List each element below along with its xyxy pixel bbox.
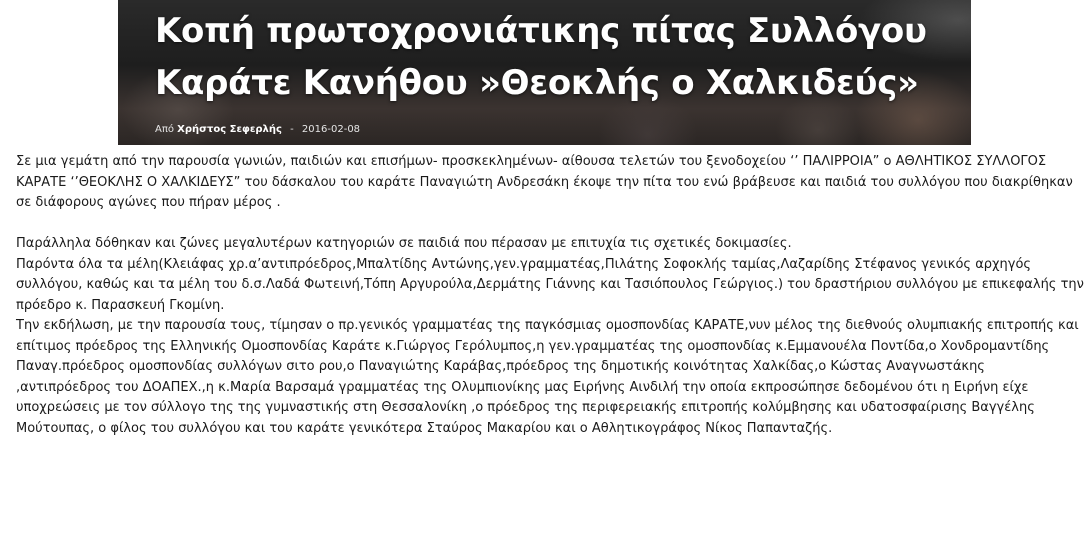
article-paragraph-1: Σε μια γεμάτη από την παρουσία γωνιών, παιδιών και επισήμων- προσκεκλημένων- αίθουσα τελετών του ξενοδοχείου ‘’ ΠΑΛΙΡΡΟΙΑ” ο ΑΘΛΗΤΙΚΟΣ ΣΥΛΛΟΓΟΣ ΚΑΡΑΤΕ ‘’ΘΕΟΚΛΗΣ Ο ΧΑΛΚΙΔΕΥΣ” του δάσκαλου του καράτε Παναγιώτη Ανδρεσάκη έκοψε την πίτα του ενώ βράβευσε και παιδιά του συλλόγου που διακρίθηκαν σε διάφορους αγώνες που πήραν μέρος .: [16, 154, 1073, 210]
publish-date: 2016-02-08: [301, 124, 361, 135]
author-link[interactable]: Χρήστος Σεφερλής: [177, 124, 282, 135]
article-paragraph-4: Την εκδήλωση, με την παρουσία τους, τίμησαν ο πρ.γενικός γραμματέας της παγκόσμιας ομοσπονδίας ΚΑΡΑΤΕ,νυν μέλος της διεθνούς ολυμπιακής επιτροπής και επίτιμος πρόεδρος της Ελληνικής Ομοσπονδίας Καράτε κ.Γιώργος Γερόλυμπος,η γεν.γραμματέας της ομοσπονδίας κ.Εμμανουέλα Ποντίδα,ο Χονδρομαντίδης Παναγ.πρόεδρος ομοσπονδίας συλλόγων σιτο ρου,ο Παναγιώτης Καράβας,πρόεδρος της δημοτικής κοινότητας Χαλκίδας,ο Κώστας Αναγνωστάκης ,αντιπρόεδρος του ΔΟΑΠΕΧ.,η κ.Μαρία Βαρσαμά γραμματέας της Ολυμπιονίκης μας Ειρήνης Αινδιλή την οποία εκπροσώπησε δεδομένου ότι η Ειρήνη είχε υποχρεώσεις με τον σύλλογο της της γυμναστικής στη Θεσσαλονίκη ,ο πρόεδρος της περιφερειακής επιτροπής κολύμβησης και υδατοσφαίρισης Βαγγέλης Μούτουπας, ο φίλος του συλλόγου και του καράτε γενικότερα Σταύρος Μακαρίου και ο Αθλητικογράφος Νίκος Παπανταζής.: [16, 318, 1079, 436]
article-byline: [155, 124, 360, 135]
byline-separator: -: [290, 124, 294, 135]
paragraph-spacer: [16, 214, 1084, 235]
featured-image-banner: [118, 0, 971, 145]
byline-prefix: Από: [155, 124, 174, 135]
article-title-line-2: Καράτε Κανήθου »Θεοκλής ο Χαλκιδεύς»: [155, 63, 919, 103]
article-body: [16, 152, 1084, 439]
article-paragraph-2: Παράλληλα δόθηκαν και ζώνες μεγαλυτέρων κατηγοριών σε παιδιά που πέρασαν με επιτυχία τις σχετικές δοκιμασίες.: [16, 236, 792, 251]
article-title-line-1: Κοπή πρωτοχρονιάτικης πίτας Συλλόγου: [155, 11, 927, 51]
article-title: [155, 5, 965, 109]
article-paragraph-3: Παρόντα όλα τα μέλη(Κλειάφας χρ.α’αντιπρόεδρος,Μπαλτίδης Αντώνης,γεν.γραμματέας,Πιλάτης Σοφοκλής ταμίας,Λαζαρίδης Στέφανος γενικός αρχηγός συλλόγου, καθώς και τα μέλη του δ.σ.Λαδά Φωτεινή,Τόπη Αργυρούλα,Δερμάτης Γιάννης και Τασιόπουλος Γεώργιος.) του δραστήριου συλλόγου με επικεφαλής την πρόεδρο κ. Παρασκευή Γκομίνη.: [16, 256, 1084, 313]
